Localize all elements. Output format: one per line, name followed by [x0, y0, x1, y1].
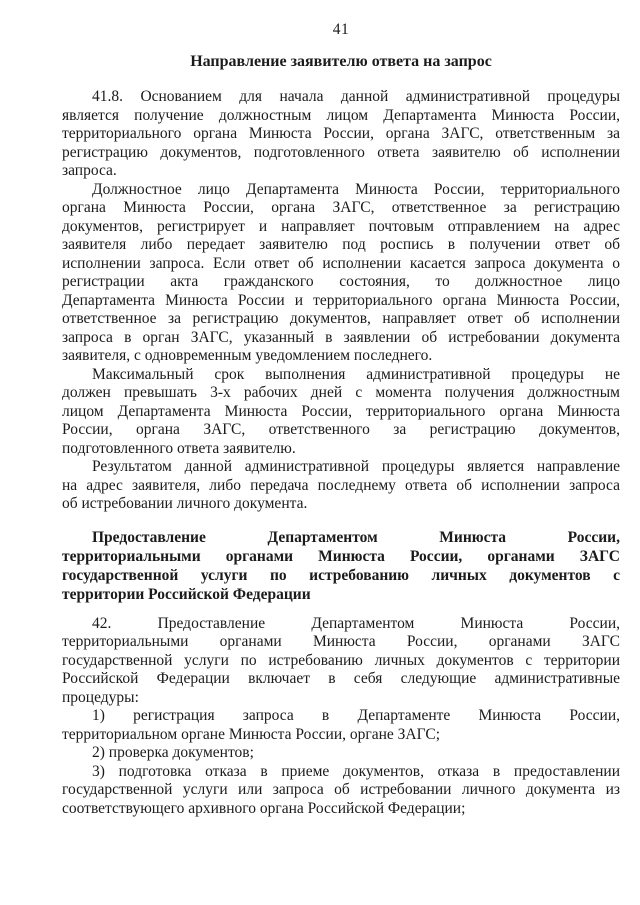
paragraph-41-8: [62, 88, 620, 181]
text-line: регистрацию документов, подготовленного ответа заявителю об исполнении: [62, 143, 620, 161]
text-line: России, органа ЗАГС, ответственного за регистрацию документов,: [62, 421, 620, 438]
text-line: Должностное лицо Департамента Минюста России, территориального: [92, 180, 620, 198]
text-line: 41.8. Основанием для начала данной административной процедуры: [92, 88, 620, 105]
paragraph-42: [62, 615, 620, 708]
text-line: территории Российской Федерации: [62, 585, 311, 603]
section-heading-response-to-request: Направление заявителю ответа на запрос: [190, 53, 492, 70]
text-line: территориальными органами Минюста России, органами ЗАГС: [62, 633, 620, 650]
text-line: об истребовании личного документа.: [62, 495, 308, 512]
text-line: регистрации акта гражданского состояния, то должностное лицо: [62, 273, 620, 290]
text-line: запроса в орган ЗАГС, указанный в заявлении об истребовании документа: [62, 328, 620, 346]
text-line: лицом Департамента Минюста России, территориального органа Минюста: [62, 402, 620, 420]
paragraph-max-term: [62, 366, 620, 459]
section-heading-service-provision: [62, 528, 620, 604]
text-line: территориальными органами Минюста России, органами ЗАГС: [62, 547, 620, 565]
list-item-1-registration: [62, 707, 620, 744]
text-column: [62, 20, 620, 818]
text-line: органа Минюста России, органа ЗАГС, ответственное за регистрацию: [62, 199, 620, 216]
text-line: Департамента Минюста России и территориального органа Минюста России,: [62, 291, 620, 309]
text-line: является получение должностным лицом Департамента Минюста России,: [62, 106, 620, 124]
text-line: территориальном органе Минюста России, органе ЗАГС;: [62, 725, 441, 743]
list-item-3-refusal-preparation: [62, 763, 620, 819]
text-line: подготовленного ответа заявителю.: [62, 439, 296, 457]
text-line: соответствующего архивного органа Российской Федерации;: [62, 799, 466, 817]
text-line: процедуры:: [62, 688, 139, 706]
text-line: должен превышать 3-х рабочих дней с момента получения должностным: [62, 384, 620, 401]
page-number: 41: [332, 21, 350, 38]
text-line: заявителя, с одновременным уведомлением последнего.: [62, 347, 433, 364]
paragraph-result: [62, 458, 620, 514]
text-line: заявителя либо передает заявителю под роспись в получении ответ об: [62, 236, 620, 253]
text-line: государственной услуги или запроса об истребовании личного документа из: [62, 781, 620, 798]
list-item-2-check-documents: [62, 744, 620, 763]
text-line: Результатом данной административной процедуры является направление: [92, 458, 620, 475]
text-line: государственной услуги по истребованию личных документов с: [62, 566, 620, 584]
paragraph-official-duty: [62, 181, 620, 366]
text-line: 2) проверка документов;: [92, 744, 254, 761]
text-line: государственной услуги по истребованию личных документов с территории: [62, 651, 620, 669]
text-line: ответственное за регистрацию документов, направляет ответ об исполнении: [62, 310, 620, 327]
text-line: Максимальный срок выполнения административной процедуры не: [92, 365, 620, 383]
text-line: на адрес заявителя, либо передача последнему ответа об исполнении запроса: [62, 476, 620, 494]
text-line: исполнении запроса. Если ответ об исполнении касается запроса документа о: [62, 254, 620, 272]
text-line: территориального органа Минюста России, органа ЗАГС, ответственным за: [62, 125, 620, 142]
text-line: 42. Предоставление Департаментом Минюста России,: [92, 614, 620, 632]
text-line: запроса.: [62, 162, 117, 179]
text-line: 3) подготовка отказа в приеме документов, отказа в предоставлении: [92, 762, 620, 780]
text-line: документов, регистрирует и направляет почтовым отправлением на адрес: [62, 217, 620, 235]
text-line: Российской Федерации включает в себя следующие административные: [62, 670, 620, 687]
text-line: 1) регистрация запроса в Департаменте Минюста России,: [92, 707, 620, 724]
text-line: Предоставление Департаментом Минюста России,: [92, 528, 620, 546]
